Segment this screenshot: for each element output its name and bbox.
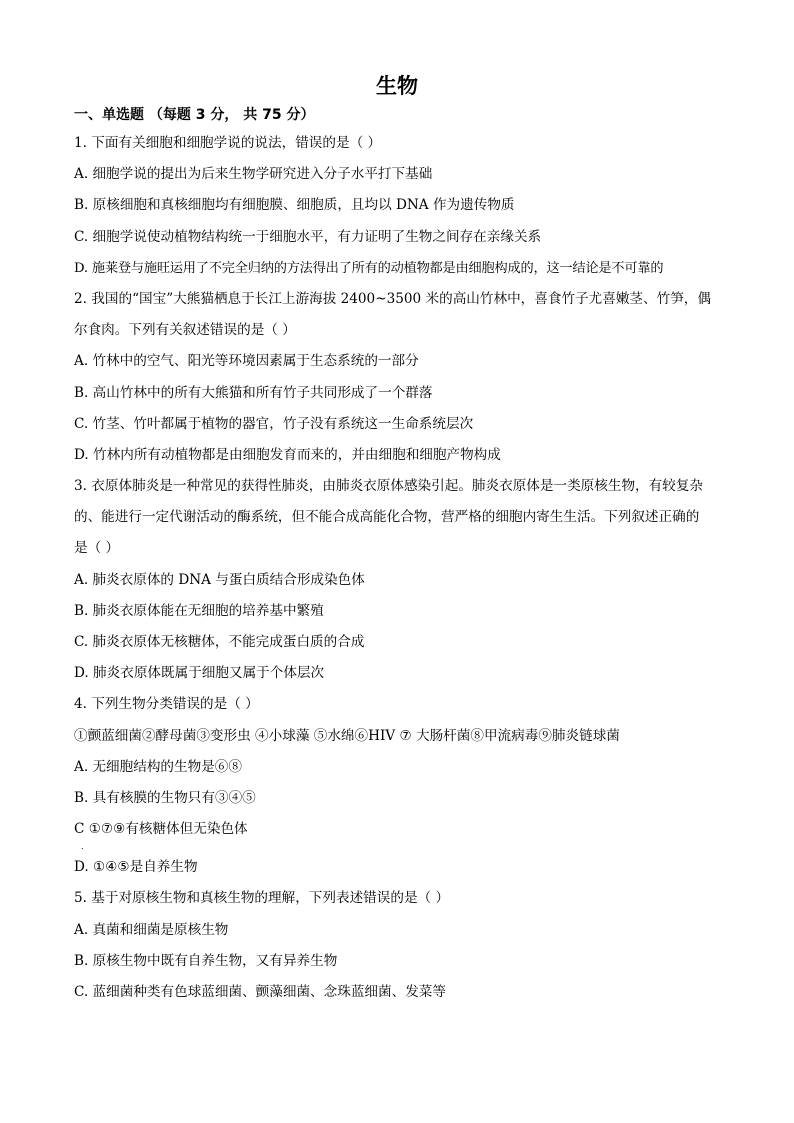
question-3-stem-line-1: 3. 衣原体肺炎是一种常见的获得性肺炎，由肺炎衣原体感染引起。肺炎衣原体是一类原核生物，有较复杂 xyxy=(74,478,704,495)
question-5-stem: 5. 基于对原核生物和真核生物的理解，下列表述错误的是（ ） xyxy=(74,890,450,907)
question-3-option-b: B. 肺炎衣原体能在无细胞的培养基中繁殖 xyxy=(74,602,324,619)
question-4-option-b: B. 具有核膜的生物只有③④⑤ xyxy=(74,789,256,806)
question-5-option-a: A. 真菌和细菌是原核生物 xyxy=(74,921,229,938)
question-2-stem-line-2: 尔食肉。下列有关叙述错误的是（ ） xyxy=(74,322,296,339)
question-2-option-b: B. 高山竹林中的所有大熊猫和所有竹子共同形成了一个群落 xyxy=(74,384,433,401)
question-4-organism-list: ①颤蓝细菌②酵母菌③变形虫 ④小球藻 ⑤水绵⑥HIV ⑦ 大肠杆菌⑧甲流病毒⑨肺炎链球菌 xyxy=(74,727,620,744)
question-3-option-a: A. 肺炎衣原体的 DNA 与蛋白质结合形成染色体 xyxy=(74,571,365,588)
question-3-option-c: C. 肺炎衣原体无核糖体，不能完成蛋白质的合成 xyxy=(74,634,365,650)
page-title: 生物 xyxy=(376,74,418,98)
question-2-option-a: A. 竹林中的空气、阳光等环境因素属于生态系统的一部分 xyxy=(74,353,419,370)
question-5-option-b: B. 原核生物中既有自养生物，又有异养生物 xyxy=(74,952,338,969)
stray-mark: . xyxy=(81,842,84,851)
question-4-stem: 4. 下列生物分类错误的是（ ） xyxy=(74,696,259,713)
section-heading: 一、单选题 （每题 3 分， 共 75 分） xyxy=(74,107,315,123)
question-2-option-c: C. 竹茎、竹叶都属于植物的器官，竹子没有系统这一生命系统层次 xyxy=(74,415,474,432)
question-2-stem-line-1: 2. 我国的“国宝”大熊猫栖息于长江上游海拔 2400~3500 米的高山竹林中，喜食竹子尤喜嫩茎、竹笋，偶 xyxy=(74,290,711,307)
question-5-option-c: C. 蓝细菌种类有色球蓝细菌、颤藻细菌、念珠蓝细菌、发菜等 xyxy=(74,983,446,1000)
question-4-option-d: D. ①④⑤是自养生物 xyxy=(74,859,198,876)
question-2-option-d: D. 竹林内所有动植物都是由细胞发育而来的，并由细胞和细胞产物构成 xyxy=(74,446,501,463)
question-1-option-d: D. 施莱登与施旺运用了不完全归纳的方法得出了所有的动植物都是由细胞构成的，这一结论是不可靠的 xyxy=(74,260,664,276)
question-4-option-c: C ①⑦⑨有核糖体但无染色体 xyxy=(74,821,248,838)
question-1-option-a: A. 细胞学说的提出为后来生物学研究进入分子水平打下基础 xyxy=(74,166,433,183)
question-list xyxy=(74,128,724,1008)
question-1-option-c: C. 细胞学说使动植物结构统一于细胞水平，有力证明了生物之间存在亲缘关系 xyxy=(74,228,542,245)
question-3-stem-line-2: 的、能进行一定代谢活动的酶系统，但不能合成高能化合物，营严格的细胞内寄生生活。下列叙述正确的 xyxy=(74,509,700,526)
question-1-option-b: B. 原核细胞和真核细胞均有细胞膜、细胞质，且均以 DNA 作为遗传物质 xyxy=(74,197,515,214)
question-4-option-a: A. 无细胞结构的生物是⑥⑧ xyxy=(74,758,242,775)
question-3-option-d: D. 肺炎衣原体既属于细胞又属于个体层次 xyxy=(74,665,325,682)
question-3-stem-line-3: 是（ ） xyxy=(74,540,120,557)
question-1-stem: 1. 下面有关细胞和细胞学说的说法，错误的是（ ） xyxy=(74,135,382,151)
